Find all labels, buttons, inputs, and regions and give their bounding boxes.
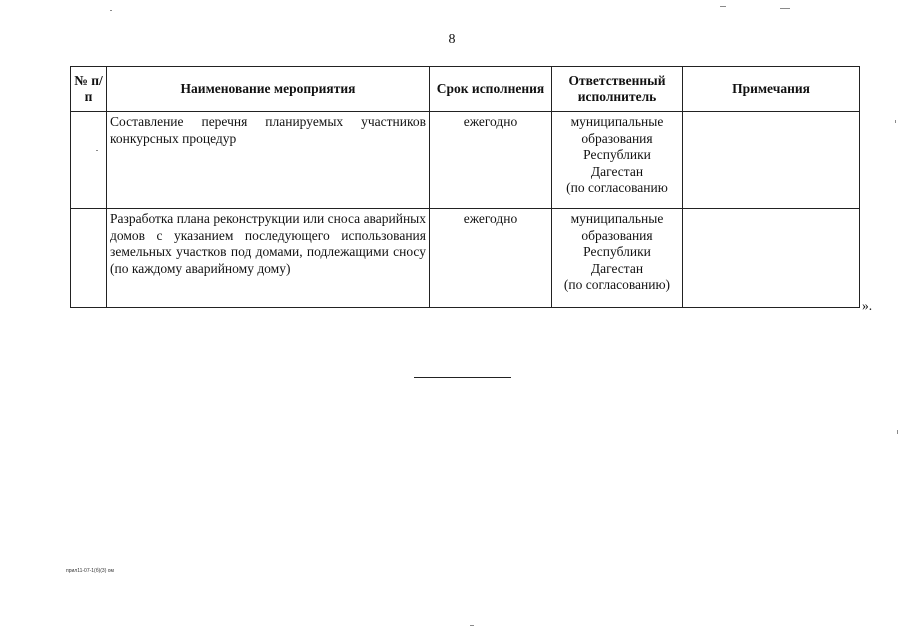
responsible-line: Дагестан [590, 163, 644, 179]
responsible-line: Дагестан [590, 260, 644, 276]
row-num-cell [71, 209, 107, 308]
separator-line [414, 377, 511, 378]
scan-speck [780, 8, 790, 9]
table-header-row [71, 67, 860, 112]
header-responsible: Ответственный исполнитель [552, 67, 683, 112]
row-notes-cell [683, 209, 860, 308]
row-term-cell: ежегодно [430, 112, 552, 209]
measures-table [70, 66, 860, 308]
scan-speck [110, 10, 112, 11]
header-num: № п/п [71, 67, 107, 112]
scan-speck [96, 150, 98, 151]
header-notes: Примечания [683, 67, 860, 112]
scan-speck [720, 6, 726, 7]
row-name-cell: Разработка плана реконструкции или сноса аварийных домов с указанием последующего использования земельных участков под домами, подлежащими сносу (по каждому аварийному дому) [107, 209, 430, 308]
responsible-line: Республики [583, 147, 651, 162]
row-responsible-cell [552, 209, 683, 308]
table-row [71, 112, 860, 209]
header-term: Срок исполнения [430, 67, 552, 112]
table-row [71, 209, 860, 308]
scan-speck [895, 120, 896, 123]
header-name: Наименование мероприятия [107, 67, 430, 112]
responsible-line: (по согласованию [566, 180, 668, 195]
row-num-cell [71, 112, 107, 209]
responsible-line: муниципальные [570, 211, 664, 226]
responsible-line: муниципальные [570, 114, 664, 129]
footer-document-code: прил11-07-1(б)(3) ом [66, 568, 114, 574]
page-number: 8 [448, 32, 456, 47]
row-term-cell: ежегодно [430, 209, 552, 308]
row-name-cell: Составление перечня планируемых участников конкурсных процедур [107, 112, 430, 209]
row-notes-cell [683, 112, 860, 209]
scan-speck [470, 625, 474, 626]
responsible-line: (по согласованию) [563, 277, 671, 292]
responsible-line: образования [581, 130, 653, 146]
closing-quote: ». [862, 298, 873, 313]
responsible-line: образования [581, 227, 653, 243]
row-responsible-cell [552, 112, 683, 209]
scan-speck [897, 430, 898, 434]
responsible-line: Республики [583, 244, 651, 259]
